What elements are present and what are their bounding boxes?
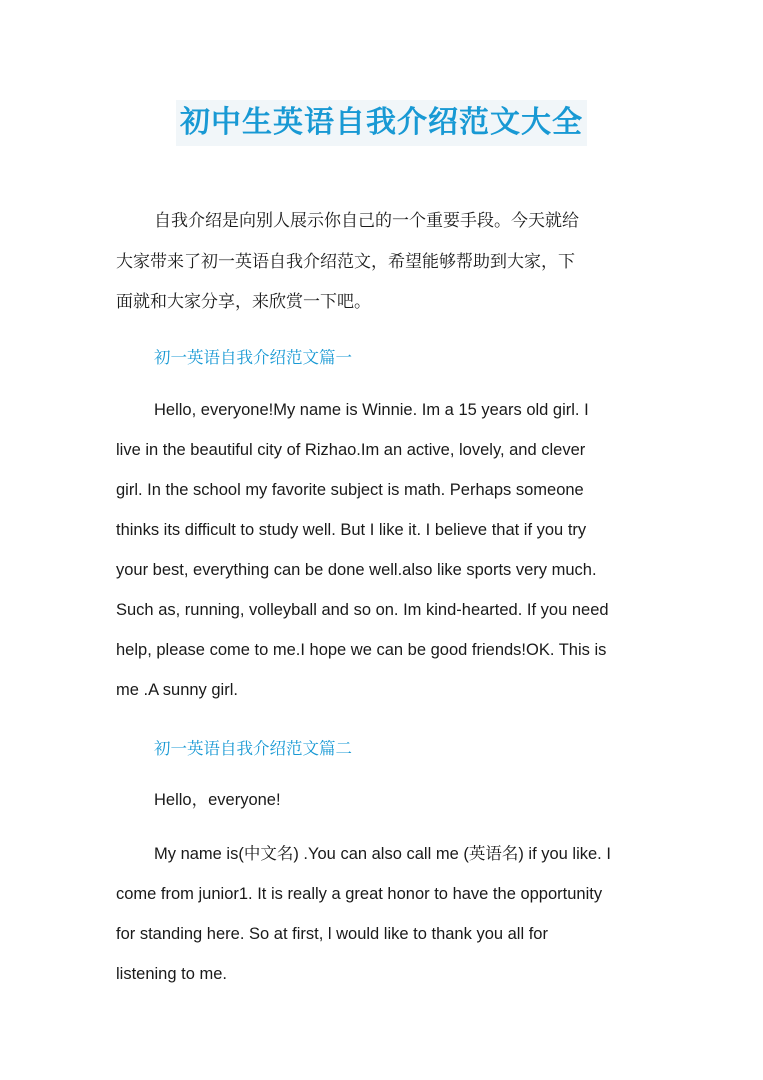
- document-title-wrap: [0, 100, 763, 146]
- intro-line: 大家带来了初一英语自我介绍范文，希望能够帮助到大家，下: [116, 252, 575, 272]
- intro-line: 自我介绍是向别人展示你自己的一个重要手段。今天就给: [154, 211, 579, 231]
- section2-line: My name is(中文名) .You can also call me (英语名) if you like. I: [154, 845, 611, 863]
- section1-line: live in the beautiful city of Rizhao.Im an active, lovely, and clever: [116, 441, 586, 459]
- section1-line: help, please come to me.I hope we can be good friends!OK. This is: [116, 641, 607, 659]
- section2-line: listening to me.: [116, 965, 227, 983]
- section2-heading: 初一英语自我介绍范文篇二: [154, 739, 352, 758]
- section2-greeting: Hello，everyone!: [154, 791, 281, 809]
- section1-line: me .A sunny girl.: [116, 681, 238, 699]
- section1-line: Such as, running, volleyball and so on. Im kind-hearted. If you need: [116, 601, 609, 619]
- section1-line: Hello, everyone!My name is Winnie. Im a 15 years old girl. I: [154, 401, 589, 419]
- section1-line: your best, everything can be done well.also like sports very much.: [116, 561, 597, 579]
- section2-line: come from junior1. It is really a great honor to have the opportunity: [116, 885, 603, 903]
- section1-line: girl. In the school my favorite subject is math. Perhaps someone: [116, 481, 584, 499]
- section1-line: thinks its difficult to study well. But I like it. I believe that if you try: [116, 521, 587, 539]
- section2-line: for standing here. So at first, l would like to thank you all for: [116, 925, 548, 943]
- document-title: 初中生英语自我介绍范文大全: [176, 100, 587, 146]
- section1-heading: 初一英语自我介绍范文篇一: [154, 348, 352, 367]
- intro-line: 面就和大家分享，来欣赏一下吧。: [116, 292, 371, 312]
